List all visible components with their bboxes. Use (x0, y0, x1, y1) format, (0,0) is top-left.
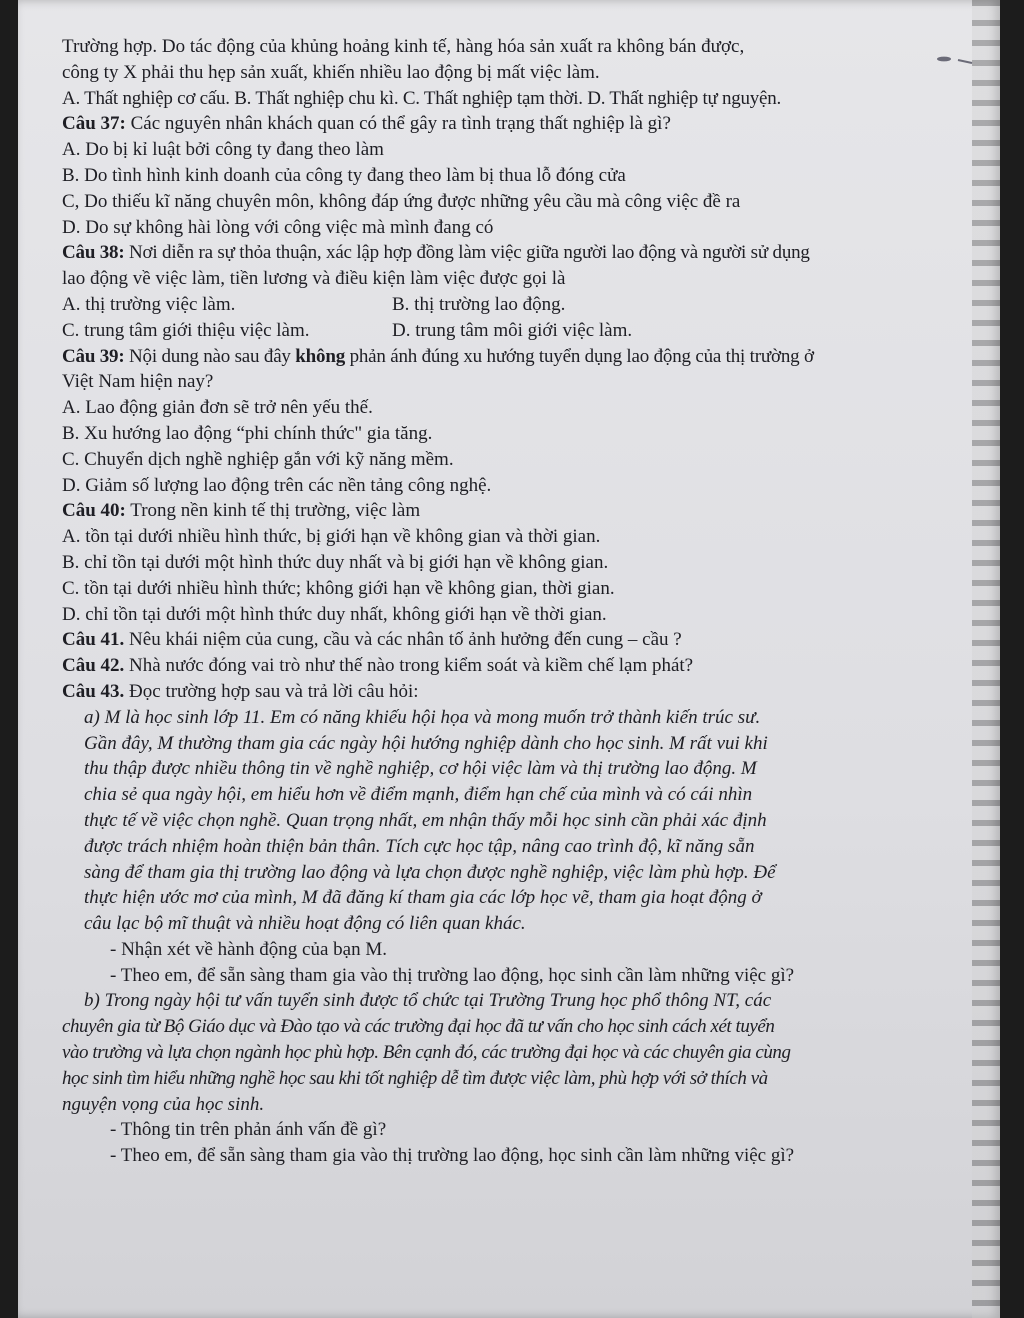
question-text: phản ánh đúng xu hướng tuyển dụng lao động của thị trường ở (349, 345, 814, 367)
case-b-text: b) Trong ngày hội tư vấn tuyển sinh được tổ chức tại Trường Trung học phổ thông NT, các (84, 990, 772, 1012)
answer-option: B. thị trường lao động. (392, 293, 566, 315)
question-38 (62, 240, 994, 266)
case-b-text: chuyên gia từ Bộ Giáo dục và Đào tạo và các trường đại học đã tư vấn cho học sinh cách xét tuyển (62, 1016, 775, 1038)
question-40 (62, 498, 994, 524)
answer-option: C. trung tâm giới thiệu việc làm. (62, 319, 310, 341)
case-b-text: nguyện vọng của học sinh. (62, 1093, 265, 1115)
answer-option: B. Xu hướng lao động “phi chính thức" gia tăng. (62, 422, 433, 444)
text-line: Việt Nam hiện nay? (62, 371, 214, 393)
answer-row (62, 292, 994, 318)
document-page (18, 0, 1000, 1318)
question-42 (62, 653, 994, 679)
sub-question: - Nhận xét về hành động của bạn M. (110, 938, 388, 960)
question-label: Câu 39: (62, 345, 125, 367)
answer-option: D. chỉ tồn tại dưới một hình thức duy nhất, không giới hạn về thời gian. (62, 603, 607, 625)
sub-question: - Theo em, để sẵn sàng tham gia vào thị trường lao động, học sinh cần làm những việc gì? (110, 1145, 795, 1167)
question-label: Câu 38: (62, 242, 125, 264)
case-a-text: được trách nhiệm hoàn thiện bản thân. Tích cực học tập, nâng cao trình độ, kĩ năng sẵn (84, 835, 755, 857)
question-text: Nơi diễn ra sự thỏa thuận, xác lập hợp đồng làm việc giữa người lao động và người sử dụng (129, 242, 810, 264)
answer-option: C. tồn tại dưới nhiều hình thức; không giới hạn về không gian, thời gian. (62, 577, 615, 599)
question-text: Trong nền kinh tế thị trường, việc làm (130, 500, 421, 522)
answer-row (62, 318, 994, 344)
case-a-text: thực hiện ước mơ của mình, M đã đăng kí tham gia các lớp học vẽ, tham gia hoạt động ở (84, 887, 762, 909)
answer-option: C, Do thiếu kĩ năng chuyên môn, không đáp ứng được những yêu cầu mà công việc đề ra (62, 190, 741, 212)
case-a-text: a) M là học sinh lớp 11. Em có năng khiếu hội họa và mong muốn trở thành kiến trúc sư. (84, 706, 761, 728)
question-text: Nêu khái niệm của cung, cầu và các nhân tố ảnh hưởng đến cung – cầu ? (129, 629, 682, 651)
case-a-text: sàng để tham gia thị trường lao động và lựa chọn được nghề nghiệp, việc làm phù hợp. Để (84, 861, 776, 883)
answer-option: B. chỉ tồn tại dưới một hình thức duy nhất và bị giới hạn về không gian. (62, 551, 609, 573)
question-label: Câu 37: (62, 113, 126, 135)
question-emphasis: không (295, 345, 345, 367)
sub-question: - Thông tin trên phản ánh vấn đề gì? (110, 1119, 387, 1141)
case-a-text: thu thập được nhiều thông tin về nghề nghiệp, cơ hội việc làm và thị trường lao động. M (84, 758, 757, 780)
case-b-text: học sinh tìm hiểu những nghề học sau khi tốt nghiệp dễ tìm được việc làm, phù hợp với sở thích và (62, 1067, 768, 1089)
text-line: A. Thất nghiệp cơ cấu. B. Thất nghiệp chu kì. C. Thất nghiệp tạm thời. D. Thất nghiệp tự nguyện. (62, 87, 781, 109)
case-a-text: câu lạc bộ mĩ thuật và nhiều hoạt động có liên quan khác. (84, 913, 526, 935)
question-label: Câu 41. (62, 629, 125, 651)
question-41 (62, 627, 994, 653)
answer-option: A. thị trường việc làm. (62, 293, 236, 315)
question-label: Câu 43. (62, 680, 125, 702)
answer-option: D. Do sự không hài lòng với công việc mà mình đang có (62, 216, 494, 238)
case-a-text: Gần đây, M thường tham gia các ngày hội hướng nghiệp dành cho học sinh. M rất vui khi (84, 732, 768, 754)
answer-option: B. Do tình hình kinh doanh của công ty đang theo làm bị thua lỗ đóng cửa (62, 164, 626, 186)
text-line: công ty X phải thu hẹp sản xuất, khiến nhiều lao động bị mất việc làm. (62, 61, 600, 83)
case-a-text: chia sẻ qua ngày hội, em hiểu hơn về điểm mạnh, điểm hạn chế của mình và có cái nhìn (84, 784, 753, 806)
answer-option: A. tồn tại dưới nhiều hình thức, bị giới hạn về không gian và thời gian. (62, 526, 601, 548)
text-line: Trường hợp. Do tác động của khủng hoảng kinh tế, hàng hóa sản xuất ra không bán được, (62, 36, 745, 57)
question-37 (62, 111, 994, 137)
question-text: Đọc trường hợp sau và trả lời câu hỏi: (129, 680, 419, 702)
text-line: lao động về việc làm, tiền lương và điều kiện làm việc được gọi là (62, 268, 566, 290)
answer-option: A. Do bị kỉ luật bởi công ty đang theo làm (62, 139, 384, 161)
question-43 (62, 679, 994, 705)
question-label: Câu 42. (62, 655, 125, 677)
question-39 (62, 344, 994, 370)
case-b-text: vào trường và lựa chọn ngành học phù hợp. Bên cạnh đó, các trường đại học và các chuyên gia cùng (62, 1042, 791, 1064)
question-text: Các nguyên nhân khách quan có thể gây ra tình trạng thất nghiệp là gì? (130, 113, 671, 135)
question-text: Nội dung nào sau đây (129, 345, 291, 367)
question-text: Nhà nước đóng vai trò như thế nào trong kiểm soát và kiềm chế lạm phát? (129, 655, 694, 677)
answer-option: C. Chuyển dịch nghề nghiệp gắn với kỹ năng mềm. (62, 448, 454, 470)
sub-question: - Theo em, để sẵn sàng tham gia vào thị trường lao động, học sinh cần làm những việc gì? (110, 964, 795, 986)
case-a-text: thực tế về việc chọn nghề. Quan trọng nhất, em nhận thấy mỗi học sinh cần phải xác định (84, 809, 767, 831)
answer-option: D. trung tâm môi giới việc làm. (392, 319, 633, 341)
question-label: Câu 40: (62, 500, 126, 522)
answer-option: D. Giảm số lượng lao động trên các nền tảng công nghệ. (62, 474, 492, 496)
answer-option: A. Lao động giản đơn sẽ trở nên yếu thế. (62, 397, 373, 419)
document-text (62, 34, 994, 1169)
